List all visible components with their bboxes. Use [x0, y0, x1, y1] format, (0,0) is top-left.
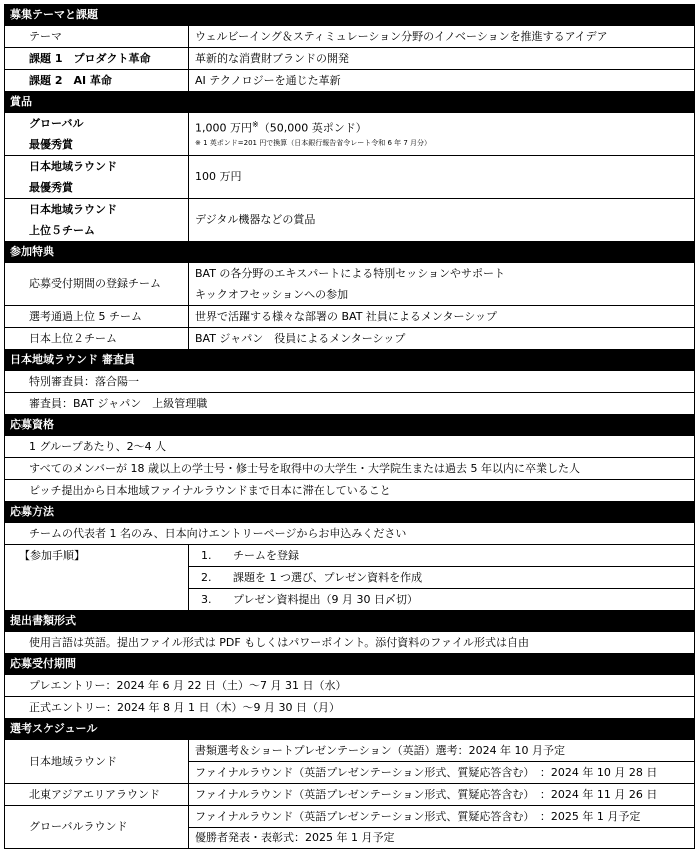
section-header-benefits: 参加特典: [5, 242, 695, 263]
method-step-1-num: 1.: [201, 548, 212, 562]
eligibility-line1: 1 グループあたり、2～4 人: [5, 436, 695, 458]
method-step-3-text: プレゼン資料提出（9 月 30 日〆切）: [233, 592, 419, 606]
eligibility-line2: すべてのメンバーが 18 歳以上の学士号・修士号を取得中の大学生・大学院生または過去 5 年以内に卒業した人: [5, 458, 695, 480]
theme-value: ウェルビーイング＆スティミュレーション分野のイノベーションを推進するアイデア: [189, 26, 695, 48]
challenge-1-label: 課題 1 プロダクト革命: [5, 48, 189, 70]
section-header-judges: 日本地域ラウンド 審査員: [5, 350, 695, 371]
method-step-3-num: 3.: [201, 592, 212, 606]
judge-special: 特別審査員：落合陽一: [5, 371, 695, 393]
schedule-japan-label: 日本地域ラウンド: [5, 740, 189, 784]
prize-japan-top5-label-line2: 上位５チーム: [29, 224, 95, 237]
prize-japan-best-label-line1: 日本地域ラウンド: [29, 160, 117, 173]
theme-label: テーマ: [5, 26, 189, 48]
section-header-theme: 募集テーマと課題: [5, 5, 695, 26]
schedule-japan-2: ファイナルラウンド（英語プレゼンテーション形式、質疑応答含む） ：2024 年 10 月 28 日: [189, 762, 695, 784]
section-header-eligibility: 応募資格: [5, 415, 695, 436]
challenge-2-value: AI テクノロジーを通じた革新: [189, 70, 695, 92]
schedule-asia-1: ファイナルラウンド（英語プレゼンテーション形式、質疑応答含む） ：2024 年 11 月 26 日: [189, 784, 695, 806]
benefit-registered-label: 応募受付期間の登録チーム: [5, 263, 189, 306]
benefit-registered-line2: キックオフセッションへの参加: [195, 288, 349, 301]
prize-japan-top5-value: デジタル機器などの賞品: [189, 199, 695, 242]
method-step-3: [189, 589, 695, 611]
prize-global-note: ※ 1 英ポンド=201 円で換算（日本銀行報告省令レート令和 6 年 7 月分）: [195, 138, 432, 147]
prize-japan-top5-label: [5, 199, 189, 242]
prize-japan-best-label-line2: 最優秀賞: [29, 181, 73, 194]
prize-japan-top5-label-line1: 日本地域ラウンド: [29, 203, 117, 216]
competition-info-table: [4, 4, 695, 849]
challenge-1-value: 革新的な消費財ブランドの開発: [189, 48, 695, 70]
schedule-japan-1: 書類選考＆ショートプレゼンテーション（英語）選考：2024 年 10 月予定: [189, 740, 695, 762]
schedule-global-2: 優勝者発表・表彰式：2025 年 1 月予定: [189, 828, 695, 849]
method-step-1: [189, 545, 695, 567]
benefit-registered-value: [189, 263, 695, 306]
period-main-entry: 正式エントリー：2024 年 8 月 1 日（木）～9 月 30 日（月）: [5, 697, 695, 719]
method-step-1-text: チームを登録: [233, 548, 299, 562]
method-step-2-text: 課題を 1 つ選び、プレゼン資料を作成: [233, 570, 423, 584]
challenge-2-label: 課題 2 AI 革命: [5, 70, 189, 92]
schedule-asia-label: 北東アジアエリアラウンド: [5, 784, 189, 806]
prize-global-value: [189, 113, 695, 156]
benefit-registered-line1: BAT の各分野のエキスパートによる特別セッションやサポート: [195, 267, 505, 280]
schedule-global-1: ファイナルラウンド（英語プレゼンテーション形式、質疑応答含む） ：2025 年 1 月予定: [189, 806, 695, 828]
prize-global-label: [5, 113, 189, 156]
prize-japan-best-value: 100 万円: [189, 156, 695, 199]
benefit-top5-label: 選考通過上位 5 チーム: [5, 306, 189, 328]
method-step-2: [189, 567, 695, 589]
benefit-top5-value: 世界で活躍する様々な部署の BAT 社員によるメンターシップ: [189, 306, 695, 328]
section-header-prizes: 賞品: [5, 92, 695, 113]
period-pre-entry: プレエントリー：2024 年 6 月 22 日（土）～7 月 31 日（水）: [5, 675, 695, 697]
format-text: 使用言語は英語。提出ファイル形式は PDF もしくはパワーポイント。添付資料のファイル形式は自由: [5, 632, 695, 654]
prize-global-label-line2: 最優秀賞: [29, 138, 73, 151]
schedule-global-label: グローバルラウンド: [5, 806, 189, 849]
benefit-top2-value: BAT ジャパン 役員によるメンターシップ: [189, 328, 695, 350]
section-header-period: 応募受付期間: [5, 654, 695, 675]
section-header-schedule: 選考スケジュール: [5, 719, 695, 740]
method-intro: チームの代表者 1 名のみ、日本向けエントリーページからお申込みください: [5, 523, 695, 545]
method-steps-label: 【参加手順】: [5, 545, 189, 611]
benefit-top2-label: 日本上位２チーム: [5, 328, 189, 350]
method-step-2-num: 2.: [201, 570, 212, 584]
prize-global-amount: 1,000 万円: [195, 121, 252, 135]
prize-global-label-line1: グローバル: [29, 117, 84, 130]
judge-regular: 審査員：BAT ジャパン 上級管理職: [5, 393, 695, 415]
section-header-format: 提出書類形式: [5, 611, 695, 632]
prize-japan-best-label: [5, 156, 189, 199]
section-header-method: 応募方法: [5, 502, 695, 523]
eligibility-line3: ピッチ提出から日本地域ファイナルラウンドまで日本に滞在していること: [5, 480, 695, 502]
prize-global-amount-gbp: （50,000 英ポンド）: [258, 121, 367, 135]
prize-global-mark: ※: [252, 120, 259, 130]
